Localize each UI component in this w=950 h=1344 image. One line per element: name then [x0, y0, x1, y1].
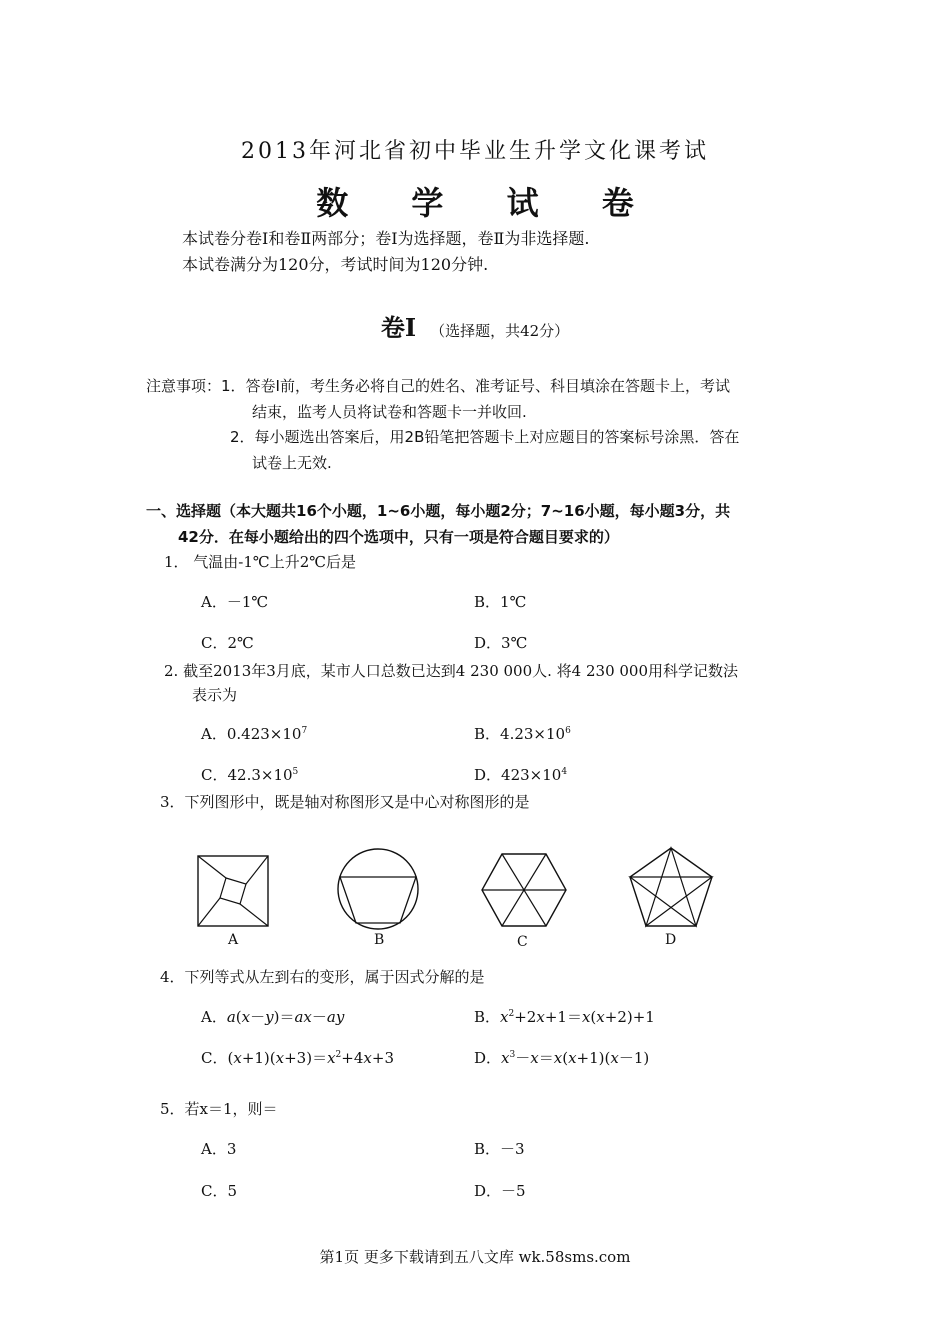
intro-line-1: 本试卷分卷Ⅰ和卷Ⅱ两部分；卷Ⅰ为选择题，卷Ⅱ为非选择题.	[182, 229, 590, 248]
q5-option-b: B．－3	[474, 1140, 525, 1158]
q4-option-c: C．$(x+1)(x+3)=x^2+4x+3$	[201, 1049, 394, 1067]
q1-stem: 1． 气温由-1℃上升2℃后是	[164, 553, 357, 571]
figure-c-label: C	[517, 934, 528, 950]
q2-option-c-base: C．42.3×10	[201, 766, 293, 784]
q5-stem: 5．若x＝1，则＝	[160, 1100, 278, 1118]
figure-c-divided-hexagon	[480, 852, 568, 928]
figure-b-label: B	[374, 932, 385, 948]
notes-item1-line2: 结束，监考人员将试卷和答题卡一并收回.	[252, 403, 527, 421]
q2-option-a-base: A．0.423×10	[201, 725, 302, 743]
q2-stem-line2: 表示为	[192, 686, 238, 704]
section1-desc2: 42分．在每小题给出的四个选项中，只有一项是符合题目要求的）	[178, 528, 619, 546]
notes-item1-text: 1．答卷Ⅰ前，考生务必将自己的姓名、准考证号、科目填涂在答题卡上，考试	[221, 377, 730, 395]
part-one-title: 卷Ⅰ	[380, 313, 417, 342]
q2-option-b-exp: 6	[565, 726, 571, 736]
figure-a-label: A	[228, 932, 239, 948]
q2-option-b	[474, 723, 571, 744]
figure-d-pentagram-pentagon	[628, 846, 714, 928]
figure-d-label: D	[665, 932, 677, 948]
section1-line2	[178, 526, 619, 547]
q1-option-d: D．3℃	[474, 634, 528, 652]
q4-option-a: A．a(x－y)＝ax－ay	[201, 1008, 345, 1026]
notes-item1-line1	[146, 375, 730, 396]
q1-option-a: A．－1℃	[201, 593, 269, 611]
q2-option-a	[201, 723, 307, 744]
part-one-heading	[0, 308, 950, 343]
q2-option-d	[474, 764, 567, 785]
q1-option-b: B．1℃	[474, 593, 527, 611]
q2-option-c	[201, 764, 298, 785]
q2-stem-line1: 2. 截至2013年3月底，某市人口总数已达到4 230 000人. 将4 230 000用科学记数法	[164, 662, 739, 680]
figure-b-circle-trapezoid	[336, 847, 420, 931]
q4-option-d: D．$x^3-x=x(x+1)(x-1)$	[474, 1049, 650, 1067]
q2-option-c-exp: 5	[292, 767, 299, 777]
q2-option-d-base: D．423×10	[474, 766, 562, 784]
q2-option-a-exp: 7	[301, 726, 308, 736]
intro-line-2: 本试卷满分为120分，考试时间为120分钟.	[182, 255, 489, 274]
q4-option-b: B．$x^2+2x+1=x(x+2)+1$	[474, 1008, 655, 1026]
figure-a-pinwheel-square	[196, 854, 270, 928]
q5-option-d: D．－5	[474, 1182, 526, 1200]
section1-label: 一、选择题	[146, 502, 222, 520]
page-footer: 第1页 更多下载请到五八文库 wk.58sms.com	[319, 1248, 631, 1266]
subject-title: 数 学 试 卷	[316, 184, 660, 222]
notes-item2-line1: 2．每小题选出答案后，用2B铅笔把答题卡上对应题目的答案标号涂黑．答在	[230, 428, 740, 446]
notes-label: 注意事项：	[146, 377, 222, 395]
part-one-subtitle: （选择题，共42分）	[430, 322, 570, 340]
q2-option-b-base: B．4.23×10	[474, 725, 566, 743]
q1-option-c: C．2℃	[201, 634, 254, 652]
exam-title: 2013年河北省初中毕业生升学文化课考试	[241, 139, 709, 164]
q3-stem: 3．下列图形中，既是轴对称图形又是中心对称图形的是	[160, 793, 530, 811]
q5-option-a: A．3	[201, 1140, 237, 1158]
notes-item2-line2: 试卷上无效.	[252, 454, 332, 472]
q2-option-d-exp: 4	[561, 767, 568, 777]
q5-option-c: C．5	[201, 1182, 238, 1200]
section1-line1	[146, 500, 730, 521]
section1-desc1: （本大题共16个小题，1~6小题，每小题2分；7~16小题，每小题3分，共	[221, 502, 731, 520]
q4-stem: 4．下列等式从左到右的变形，属于因式分解的是	[160, 968, 485, 986]
